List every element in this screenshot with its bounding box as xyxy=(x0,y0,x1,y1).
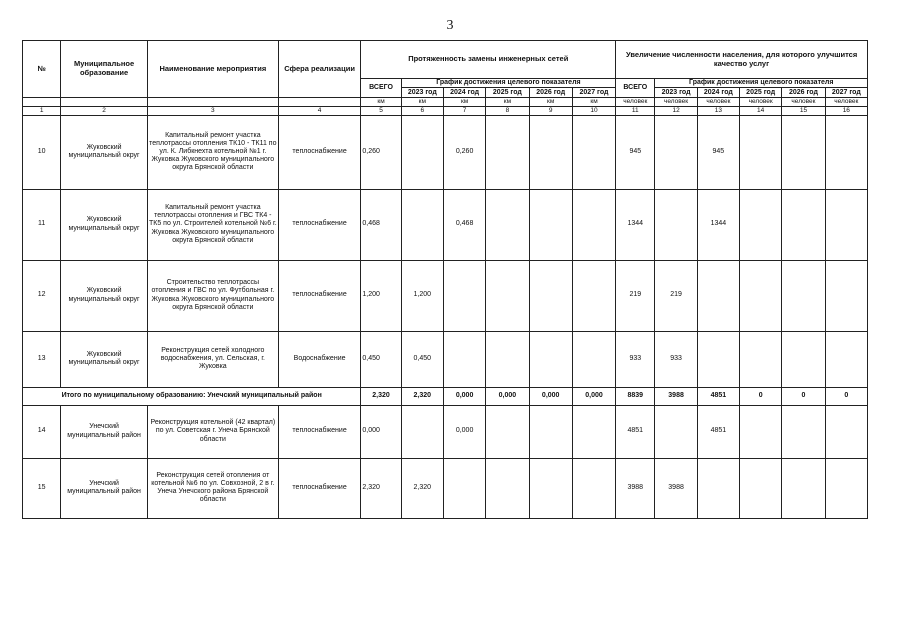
cell-km-2026 xyxy=(529,260,572,331)
cell-km-2023: 1,200 xyxy=(401,260,443,331)
header-pp-year: 2026 год xyxy=(782,88,825,98)
cell-km-2026 xyxy=(529,331,572,387)
table-row xyxy=(23,189,868,260)
cell-km-2025 xyxy=(486,260,529,331)
cell-km-total: 2,320 xyxy=(361,458,401,518)
header-km-schedule: График достижения целевого показателя xyxy=(401,79,616,88)
cell-pp-2026 xyxy=(782,189,825,260)
row-no: 11 xyxy=(23,189,61,260)
cell-pp-2023: 219 xyxy=(655,260,697,331)
row-no: 10 xyxy=(23,115,61,189)
unit-km: км xyxy=(486,98,529,107)
cell-km-2025 xyxy=(486,405,529,458)
header-km-total: ВСЕГО xyxy=(361,79,401,98)
header-pp-year: 2024 год xyxy=(697,88,739,98)
cell-km-2026 xyxy=(529,189,572,260)
cell-km-2027 xyxy=(572,405,615,458)
cell-pp-2024: 1344 xyxy=(697,189,739,260)
total-pp-total: 8839 xyxy=(616,387,655,405)
total-km-2024: 0,000 xyxy=(443,387,485,405)
cell-km-total: 0,450 xyxy=(361,331,401,387)
row-municipality: Жуковский муниципальный округ xyxy=(61,260,148,331)
header-pp-schedule: График достижения целевого показателя xyxy=(655,79,868,88)
cell-pp-2025 xyxy=(740,189,782,260)
cell-km-2023 xyxy=(401,115,443,189)
total-pp-2023: 3988 xyxy=(655,387,697,405)
column-number: 15 xyxy=(782,107,825,115)
cell-km-2025 xyxy=(486,189,529,260)
cell-km-2027 xyxy=(572,331,615,387)
unit-people: человек xyxy=(740,98,782,107)
cell-pp-2024: 945 xyxy=(697,115,739,189)
cell-pp-2025 xyxy=(740,115,782,189)
row-measure: Капитальный ремонт участка теплотрассы отопления и ГВС ТК4 - ТК5 по ул. Строителей котельной №6 г. Жуковка Жуковского муниципального округа Брянской области xyxy=(147,189,278,260)
row-sphere: теплоснабжение xyxy=(278,405,361,458)
row-sphere: теплоснабжение xyxy=(278,189,361,260)
cell-pp-2023 xyxy=(655,189,697,260)
row-municipality: Жуковский муниципальный округ xyxy=(61,331,148,387)
header-km-year: 2024 год xyxy=(443,88,485,98)
row-municipality: Унечский муниципальный район xyxy=(61,458,148,518)
header-no: № xyxy=(23,41,61,98)
column-numbers-row xyxy=(23,107,868,115)
cell-pp-2027 xyxy=(825,405,867,458)
cell-km-2026 xyxy=(529,405,572,458)
cell-pp-total: 219 xyxy=(616,260,655,331)
row-measure: Капитальный ремонт участка теплотрассы отопления ТК10 - ТК11 по ул. К. Либкнехта котельной №1 г. Жуковка Жуковского муниципального округа Брянской области xyxy=(147,115,278,189)
unit-km: км xyxy=(401,98,443,107)
header-pp-year: 2025 год xyxy=(740,88,782,98)
cell-km-total: 0,260 xyxy=(361,115,401,189)
cell-km-2024: 0,468 xyxy=(443,189,485,260)
unit-km: км xyxy=(572,98,615,107)
column-number: 4 xyxy=(278,107,361,115)
cell-pp-2027 xyxy=(825,260,867,331)
header-municipality: Муниципальное образование xyxy=(61,41,148,98)
cell-km-2023: 0,450 xyxy=(401,331,443,387)
table-row xyxy=(23,405,868,458)
cell-pp-2027 xyxy=(825,189,867,260)
column-number: 8 xyxy=(486,107,529,115)
header-population-group: Увеличение численности населения, для которого улучшится качество услуг xyxy=(616,41,868,79)
column-number: 11 xyxy=(616,107,655,115)
cell-km-2024: 0,260 xyxy=(443,115,485,189)
header-pp-year: 2027 год xyxy=(825,88,867,98)
total-km-2025: 0,000 xyxy=(486,387,529,405)
cell-pp-2026 xyxy=(782,331,825,387)
header-km-year: 2026 год xyxy=(529,88,572,98)
cell-pp-2027 xyxy=(825,458,867,518)
row-sphere: теплоснабжение xyxy=(278,115,361,189)
cell-pp-2024 xyxy=(697,458,739,518)
total-km-2026: 0,000 xyxy=(529,387,572,405)
cell-km-2024 xyxy=(443,331,485,387)
table-row xyxy=(23,260,868,331)
total-row xyxy=(23,387,868,405)
cell-km-2027 xyxy=(572,115,615,189)
column-number: 6 xyxy=(401,107,443,115)
column-number: 16 xyxy=(825,107,867,115)
header-pp-total: ВСЕГО xyxy=(616,79,655,98)
column-number: 5 xyxy=(361,107,401,115)
unit-people: человек xyxy=(697,98,739,107)
row-measure: Реконструкция сетей холодного водоснабжения, ул. Сельская, г. Жуковка xyxy=(147,331,278,387)
cell-pp-2027 xyxy=(825,331,867,387)
unit-people: человек xyxy=(616,98,655,107)
cell-pp-2024: 4851 xyxy=(697,405,739,458)
table-row xyxy=(23,331,868,387)
column-number: 7 xyxy=(443,107,485,115)
cell-km-2025 xyxy=(486,115,529,189)
cell-pp-2025 xyxy=(740,331,782,387)
total-pp-2025: 0 xyxy=(740,387,782,405)
row-sphere: теплоснабжение xyxy=(278,458,361,518)
cell-km-total: 0,000 xyxy=(361,405,401,458)
total-label: Итого по муниципальному образованию: Унечский муниципальный район xyxy=(23,387,361,405)
row-no: 14 xyxy=(23,405,61,458)
column-number: 2 xyxy=(61,107,148,115)
cell-pp-total: 1344 xyxy=(616,189,655,260)
header-km-year: 2025 год xyxy=(486,88,529,98)
column-number: 3 xyxy=(147,107,278,115)
total-km-2027: 0,000 xyxy=(572,387,615,405)
header-measure: Наименование мероприятия xyxy=(147,41,278,98)
unit-people: человек xyxy=(655,98,697,107)
total-pp-2027: 0 xyxy=(825,387,867,405)
row-municipality: Жуковский муниципальный округ xyxy=(61,189,148,260)
cell-km-2023 xyxy=(401,189,443,260)
row-measure: Реконструкция котельной (42 квартал) по ул. Советская г. Унеча Брянской области xyxy=(147,405,278,458)
cell-pp-2023 xyxy=(655,405,697,458)
cell-pp-2026 xyxy=(782,260,825,331)
total-pp-2026: 0 xyxy=(782,387,825,405)
cell-pp-2025 xyxy=(740,260,782,331)
unit-people: человек xyxy=(825,98,867,107)
cell-km-2023 xyxy=(401,405,443,458)
cell-km-2025 xyxy=(486,458,529,518)
cell-pp-2027 xyxy=(825,115,867,189)
cell-pp-2023: 933 xyxy=(655,331,697,387)
cell-pp-2024 xyxy=(697,331,739,387)
row-sphere: Водоснабжение xyxy=(278,331,361,387)
cell-pp-total: 933 xyxy=(616,331,655,387)
cell-km-2027 xyxy=(572,260,615,331)
column-number: 10 xyxy=(572,107,615,115)
cell-pp-2025 xyxy=(740,405,782,458)
unit-km: км xyxy=(529,98,572,107)
measures-table xyxy=(22,40,868,519)
header-pp-year: 2023 год xyxy=(655,88,697,98)
cell-pp-total: 4851 xyxy=(616,405,655,458)
cell-pp-2026 xyxy=(782,405,825,458)
unit-km: км xyxy=(361,98,401,107)
cell-pp-2023 xyxy=(655,115,697,189)
total-pp-2024: 4851 xyxy=(697,387,739,405)
cell-pp-2023: 3988 xyxy=(655,458,697,518)
cell-pp-2024 xyxy=(697,260,739,331)
cell-km-2024 xyxy=(443,458,485,518)
total-km-2023: 2,320 xyxy=(401,387,443,405)
unit-km: км xyxy=(443,98,485,107)
row-measure: Реконструкция сетей отопления от котельной №6 по ул. Совхозной, 2 в г. Унеча Унечского района Брянской области xyxy=(147,458,278,518)
total-km-total: 2,320 xyxy=(361,387,401,405)
cell-km-2023: 2,320 xyxy=(401,458,443,518)
cell-pp-2026 xyxy=(782,458,825,518)
header-length-group: Протяженность замены инженерных сетей xyxy=(361,41,616,79)
column-number: 12 xyxy=(655,107,697,115)
cell-km-total: 1,200 xyxy=(361,260,401,331)
cell-pp-total: 3988 xyxy=(616,458,655,518)
cell-km-2026 xyxy=(529,115,572,189)
cell-pp-total: 945 xyxy=(616,115,655,189)
row-no: 12 xyxy=(23,260,61,331)
cell-km-2027 xyxy=(572,189,615,260)
row-municipality: Жуковский муниципальный округ xyxy=(61,115,148,189)
table-row xyxy=(23,458,868,518)
header-sphere: Сфера реализации xyxy=(278,41,361,98)
row-no: 13 xyxy=(23,331,61,387)
column-number: 14 xyxy=(740,107,782,115)
column-number: 9 xyxy=(529,107,572,115)
header-km-year: 2023 год xyxy=(401,88,443,98)
cell-pp-2025 xyxy=(740,458,782,518)
unit-people: человек xyxy=(782,98,825,107)
page-number: 3 xyxy=(446,18,454,33)
cell-pp-2026 xyxy=(782,115,825,189)
cell-km-total: 0,468 xyxy=(361,189,401,260)
cell-km-2025 xyxy=(486,331,529,387)
column-number: 13 xyxy=(697,107,739,115)
row-municipality: Унечский муниципальный район xyxy=(61,405,148,458)
cell-km-2027 xyxy=(572,458,615,518)
cell-km-2024: 0,000 xyxy=(443,405,485,458)
row-measure: Строительство теплотрассы отопления и ГВС по ул. Футбольная г. Жуковка Жуковского муниципального округа Брянской области xyxy=(147,260,278,331)
table-row xyxy=(23,115,868,189)
cell-km-2024 xyxy=(443,260,485,331)
row-sphere: теплоснабжение xyxy=(278,260,361,331)
row-no: 15 xyxy=(23,458,61,518)
column-number: 1 xyxy=(23,107,61,115)
header-km-year: 2027 год xyxy=(572,88,615,98)
cell-km-2026 xyxy=(529,458,572,518)
